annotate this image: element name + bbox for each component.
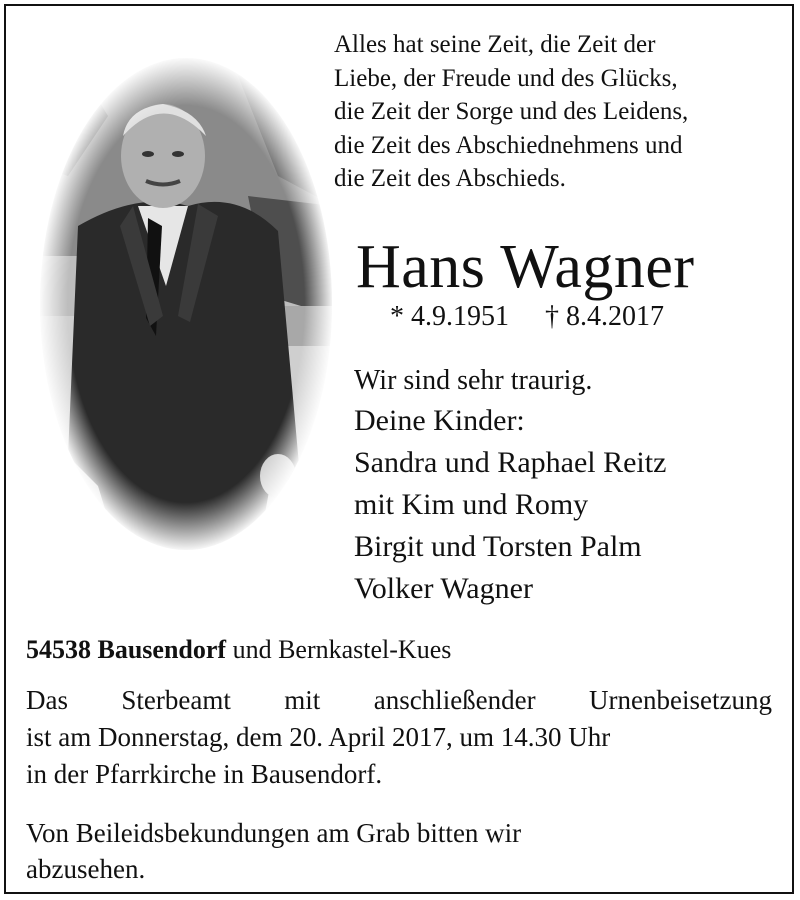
location-line [26,633,451,667]
death-date: † 8.4.2017 [545,301,664,332]
service-info [26,682,772,793]
quote-line: die Zeit der Sorge und des Leidens, [334,98,689,125]
family-line: Birgit und Torsten Palm [354,530,642,563]
family-block [354,362,666,610]
life-dates [390,300,664,334]
service-line: ist am Donnerstag, dem 20. April 2017, um 14.30 Uhr [26,722,611,752]
family-line: mit Kim und Romy [354,488,589,521]
family-line: Sandra und Raphael Reitz [354,446,667,479]
family-line: Deine Kinder: [354,404,525,437]
quote-line: die Zeit des Abschiednehmens und [334,131,683,159]
service-line: in der Pfarrkirche in Bausendorf. [26,759,383,789]
quote-line: Alles hat seine Zeit, die Zeit der [334,31,656,58]
portrait-photo [38,56,334,552]
condolence-line: Von Beileidsbekundungen am Grab bitten wir [26,818,522,848]
family-line: Volker Wagner [354,572,533,605]
birth-date: * 4.9.1951 [390,301,509,332]
quote-block [334,28,784,196]
mourning-statement: Wir sind sehr traurig. [354,365,593,396]
quote-line: Liebe, der Freude und des Glücks, [334,64,678,92]
location-town: 54538 Bausendorf [26,635,227,664]
condolence-note [26,815,772,887]
condolence-line: abzusehen. [26,854,146,884]
location-rest: und Bernkastel-Kues [226,635,452,664]
deceased-name: Hans Wagner [356,233,695,301]
quote-line: die Zeit des Abschieds. [334,165,566,192]
service-line: Das Sterbeamt mit anschließender Urnenbeisetzung [26,685,772,715]
